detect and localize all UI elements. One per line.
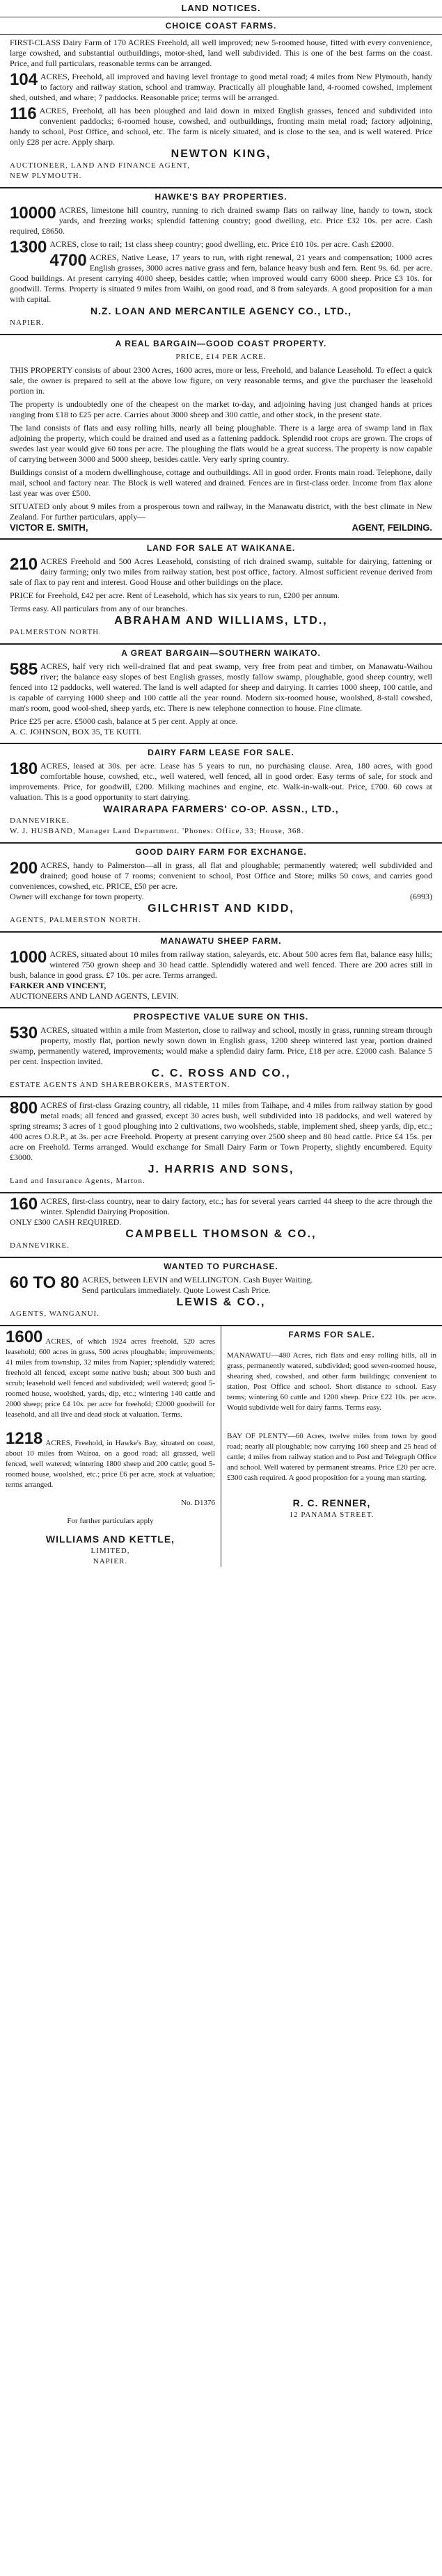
agent-location: AGENT, FEILDING. — [352, 522, 432, 533]
agent-signature — [10, 522, 432, 533]
ad-text: ACRES, between LEVIN and WELLINGTON. Cash Buyer Waiting. — [81, 1275, 313, 1285]
ad-text: ACRES, close to rail; 1st class sheep country; good dwelling, etc. Price £10 10s. per acre. Cash £2000. — [49, 239, 394, 249]
ad-wanted — [0, 1275, 442, 1319]
acres-figure: 60 TO 80 — [10, 1273, 79, 1292]
ad-text: ACRES, Freehold, all improved and having level frontage to good metal road; 4 miles from New Plymouth, handy to factory and railway station, school and tramway. Practically all ploughable land, 4-roomed cowshed, implement shed, outshed, and whare; 7 paddocks. Reasonable price; terms will be arranged. — [10, 72, 432, 102]
ad-text: ACRES, half very rich well-drained flat and peat swamp, very free from peat and timber, on Manawatu-Waihou river; the balance easy slopes of best English grasses, mostly fallow swamp, ploughable, good sheep country, well fenced into 12 paddocks, well watered. The land is well adapted for sheep and dairying. It carries 1000 sheep, 100 cattle, and is capable of carrying 1000 sheep and 100 cattle all the year round. Modern six-roomed house, woolshed, 8-stall cowshed, man's room, good wool-shed, sheep yards, etc. There is new telephone connection to house. Fine climate. — [10, 661, 432, 713]
agent-location: Land and Insurance Agents, Marton. — [10, 1177, 145, 1185]
ad-choice-coast — [0, 35, 442, 182]
agent-location: AGENTS, PALMERSTON NORTH. — [10, 916, 141, 924]
ad-waikanae — [0, 556, 442, 638]
agent-location: NAPIER. — [93, 1557, 128, 1565]
final-two-columns — [0, 1326, 442, 1567]
agent-location: NAPIER. — [10, 319, 45, 327]
ad-text: For further particulars apply — [67, 1517, 154, 1525]
ad-grazing — [0, 1097, 442, 1186]
agent-location: AGENTS, WANGANUI. — [10, 1310, 100, 1318]
ad-reference: No. D1376 — [181, 1499, 215, 1507]
ad-hawkes-bay — [0, 205, 442, 328]
page-title: LAND NOTICES. — [0, 0, 442, 17]
section-title-manawatu: MANAWATU SHEEP FARM. — [160, 936, 282, 946]
agent-name: VICTOR E. SMITH, — [10, 522, 88, 533]
agent-name: FARKER AND VINCENT, — [10, 981, 106, 990]
ad-text: Buildings consist of a modern dwellinghouse, cottage and outbuildings. All in good order. Fronts main road. Telephone, daily mail, school and factory near. The Block is well watered and drained. Fences are in first-class order. Income from flax alone last year was over £500. — [10, 467, 432, 498]
agent-name: C. C. ROSS AND CO., — [151, 1068, 291, 1079]
agent-name: WAIRARAPA FARMERS' CO-OP. ASSN., LTD., — [103, 803, 339, 814]
section-title-choice: CHOICE COAST FARMS. — [165, 21, 277, 31]
agent-name: GILCHRIST AND KIDD, — [148, 903, 294, 915]
section-title-waikato: A GREAT BARGAIN—SOUTHERN WAIKATO. — [121, 648, 321, 658]
agent-name: J. HARRIS AND SONS, — [148, 1164, 294, 1175]
ad-text: The land consists of flats and easy rolling hills, nearly all being ploughable. There is a large area of swamp land in flax adjoining the property, which could be drained and used as a fattening paddock. Splendid root crops are grown. The crops of swedes last year would give 60 tons per acre. The ploughing the flats would be a great success. The property is now capable of carrying between 3000 and 5000 sheep, besides cattle. Very early spring country. — [10, 423, 432, 464]
acres-figure: 800 — [10, 1099, 38, 1118]
acres-figure: 116 — [10, 104, 37, 123]
ad-text: Price £25 per acre. £5000 cash, balance at 5 per cent. Apply at once. — [10, 716, 238, 726]
agent-name: WILLIAMS AND KETTLE, — [45, 1533, 175, 1545]
section-title-farms-for-sale: FARMS FOR SALE. — [288, 1330, 375, 1339]
ad-williams-kettle — [0, 1326, 221, 1567]
ad-dannevirke — [0, 1193, 442, 1251]
acres-figure: 1218 — [6, 1429, 43, 1448]
agent-subtitle: LIMITED, — [90, 1547, 130, 1555]
acres-figure: 4700 — [49, 251, 87, 270]
ad-text: PRICE for Freehold, £42 per acre. Rent of Leasehold, which has six years to run, £200 per annum. — [10, 590, 340, 600]
acres-figure: 160 — [10, 1195, 38, 1214]
acres-figure: 104 — [10, 70, 38, 89]
acres-figure: 180 — [10, 759, 38, 778]
ad-prospective — [0, 1025, 442, 1090]
agent-location: 12 PANAMA STREET. — [289, 1511, 374, 1519]
acres-figure: 585 — [10, 660, 38, 679]
ad-real-bargain — [0, 362, 442, 533]
agent-location: DANNEVIRKE. — [10, 1241, 70, 1250]
ad-text: ACRES, handy to Palmerston—all in grass, all flat and ploughable; permanently watered; well subdivided and drained; good house of 7 rooms; convenient to school, Post Office and Store; milks 50 cows, and carries good conveniences, cowshed, etc. PRICE, £50 per acre. — [10, 860, 432, 891]
ad-exchange — [0, 860, 442, 926]
ad-reference: (6993) — [410, 892, 432, 901]
ad-text: ACRES, situated about 10 miles from railway station, saleyards, etc. About 500 acres fern flat, balance easy hills; wintered 750 grown sheep and 30 head cattle. Splendidly watered and well fenced. There are 200 acres still in bush, balance in good grass. £7 10s. per acre. Terms arranged. — [10, 949, 432, 980]
section-title-dairy-lease: DAIRY FARM LEASE FOR SALE. — [148, 748, 294, 757]
agent-name: A. C. JOHNSON, BOX 35, TE KUITI. — [10, 727, 141, 736]
agent-name: LEWIS & CO., — [176, 1296, 266, 1308]
ad-text: THIS PROPERTY consists of about 2300 Acres, 1600 acres, more or less, Freehold, and balance Leasehold. To effect a quick sale, the owner is prepared to sell at the above low figure, on very reasonable terms, and give the purchaser the leasehold portion in. — [10, 365, 432, 396]
agent-location: NEW PLYMOUTH. — [10, 172, 82, 180]
agent-location: AUCTIONEERS AND LAND AGENTS, LEVIN. — [10, 991, 179, 1001]
ad-text: Terms easy. All particulars from any of our branches. — [10, 604, 187, 613]
section-title-wanted: WANTED TO PURCHASE. — [164, 1262, 278, 1271]
acres-figure: 1000 — [10, 948, 47, 967]
section-title-exchange: GOOD DAIRY FARM FOR EXCHANGE. — [135, 847, 307, 857]
agent-name: N.Z. LOAN AND MERCANTILE AGENCY CO., LTD., — [90, 305, 352, 316]
acres-figure: 1600 — [6, 1328, 43, 1346]
ad-text: Send particulars immediately. Quote Lowest Cash Price. — [81, 1285, 271, 1295]
ad-text: ACRES, limestone hill country, running to rich drained swamp flats on railway line, handy to town, stock yards, and freezing works; splendid fattening country; good dwelling, etc. Price £32 10s. per acre. Cash required, £8650. — [10, 205, 432, 236]
section-title-hawkes-bay: HAWKE'S BAY PROPERTIES. — [155, 192, 287, 202]
section-title-waikanae: LAND FOR SALE AT WAIKANAE. — [146, 543, 296, 553]
ad-text: ACRES, leased at 30s. per acre. Lease has 5 years to run, no purchasing clause. Area, 180 acres, with good comfortable house, cowshed, etc., well watered, well fenced, all in good order. Easy terms of sale, for stock and improvements. Price, for goodwill, £200. Milking machines and engine, etc. Walk-in-walk-out. Price, £700. 60 cows at valuation. This is a good opportunity to start dairying. — [10, 761, 432, 802]
ad-waikato — [0, 661, 442, 737]
ad-text: FIRST-CLASS Dairy Farm of 170 ACRES Freehold, all well improved; new 5-roomed house, fitted with every convenience, large cowshed, and substantial outbuildings, motor-shed, land well subdivided. This is one of the best farms on the coast. Price, and full particulars, reasonable terms can be arranged. — [10, 38, 432, 68]
agent-subtitle: AUCTIONEER, LAND AND FINANCE AGENT, — [10, 161, 191, 170]
ad-text: SITUATED only about 9 miles from a prosperous town and railway, in the Manawatu district, with the best climate in New Zealand. For further particulars, apply— — [10, 501, 432, 522]
ad-text: ACRES, Freehold, all has been ploughed and laid down in mixed English grasses, fenced and subdivided into convenient paddocks; 6-roomed house, cowshed, and outbuildings, fronting main metal road; factory adjoining, handy to school, Post Office, and school, etc. The farm is nicely situated, and is close to the sea, and is well watered. Price only £28 per acre. Apply sharp. — [10, 106, 432, 147]
ad-text: ACRES, Native Lease, 17 years to run, with right renewal, 21 years and compensation; 1000 acres English grasses, 3000 acres native grass and fern, balance heavy bush and fern. Rent 9s. 6d. per acre. Good buildings. At present carrying 4000 sheep, besides cattle; when improved would carry 6000 sheep. Price £3 10s. for goodwill. Terms. Property is situated 9 miles from Waihi, on good road, and 8 from saleyards. A good proposition for a man with capital. — [10, 252, 432, 304]
agent-name: ABRAHAM AND WILLIAMS, LTD., — [114, 615, 328, 627]
acres-figure: 200 — [10, 859, 38, 878]
ad-text: ACRES, of which 1924 acres freehold, 520 acres leasehold; 600 acres in grass, 500 acres ploughable; improvements; 41 miles from township, 32 miles from Napier; splendidly watered; freehold all fenced, except some native bush; about 300 bush and scrub; leasehold well fenced and subdivided; well watered; good 5-roomed house, woolshed, yards, dip, etc.; wintering 140 cattle and 2000 sheep; price £4 10s. per acre for freehold; £2000 goodwill for leasehold, and all live and dead stock at valuation. Terms. — [6, 1337, 215, 1419]
ad-manawatu — [0, 949, 442, 1001]
ad-text: ONLY £300 CASH REQUIRED. — [10, 1217, 122, 1227]
agent-location: ESTATE AGENTS AND SHAREBROKERS, MASTERTON. — [10, 1081, 230, 1089]
agent-name: NEWTON KING, — [171, 148, 271, 160]
ad-text: BAY OF PLENTY—60 Acres, twelve miles from town by good road; nearly all ploughable; now carrying 160 sheep and 25 head of cattle; 4 miles from railway station and to Post and Telegraph Office and school. Well watered by permanent streams. Price £20 per acre. £300 cash required. A good proposition for a young man starting. — [227, 1432, 436, 1482]
ad-text: Owner will exchange for town property. — [10, 892, 144, 901]
ad-renner — [221, 1326, 442, 1567]
acres-figure: 10000 — [10, 204, 56, 223]
section-title-bargain: A REAL BARGAIN—GOOD COAST PROPERTY. — [115, 339, 327, 348]
agent-name: CAMPBELL THOMSON & CO., — [125, 1228, 317, 1240]
ad-dairy-lease — [0, 761, 442, 837]
ad-text: ACRES, first-class country, near to dairy factory, etc.; has for several years carried 44 sheep to the acre through the winter. Splendid Dairying Proposition. — [40, 1196, 432, 1216]
agent-location: DANNEVIRKE. — [10, 816, 70, 825]
agent-name: R. C. RENNER, — [292, 1497, 371, 1508]
agent-location: PALMERSTON NORTH. — [10, 628, 102, 636]
acres-figure: 530 — [10, 1024, 38, 1043]
acres-figure: 1300 — [10, 238, 47, 257]
section-subtitle: PRICE, £14 PER ACRE. — [175, 353, 267, 361]
ad-text: ACRES, Freehold, in Hawke's Bay, situated on coast, about 10 miles from Wairoa, on a good road; all grassed, well fenced, well watered; wintering 1800 sheep and 200 cattle; good 5-roomed house, woolshed, etc.; price £6 per acre, stock at valuation; terms arranged. — [6, 1439, 215, 1489]
ad-text: ACRES of first-class Grazing country, all ridable, 11 miles from Taihape, and 4 miles from railway station by good metal roads; all fenced and grassed, except 30 acres bush, well subdivided into 18 paddocks, and well watered by spring streams; 3 acres of 1 good ploughing into 2 cultivations, two woolsheds, stable, implement shed, sheep yards, dip, etc.; 400 acres O.R.P., at 3s. per acre Freehold. Property at present carrying over 2500 sheep and 80 head cattle. Price £4 15s. per acre on Freehold. Terms arranged. Would exchange for Small Dairy Farm or Town Property, slightly encumbered. Equity £3000. — [10, 1100, 432, 1162]
ad-text: ACRES, situated within a mile from Masterton, close to railway and school, mostly in grass, running stream through property, mostly flat, portion newly sown down in English grass, 1200 sheep wintered last year, portion drained swamp, permanently watered, improvements; would make a splendid dairy farm. Price, £18 per acre. £2000 cash. Balance 5 per cent. Inspection invited. — [10, 1025, 432, 1066]
agent-contact: W. J. HUSBAND, Manager Land Department. 'Phones: Office, 33; House, 368. — [10, 827, 304, 835]
ad-text: MANAWATU—480 Acres, rich flats and easy rolling hills, all in grass, permanently watered, subdivided; good seven-roomed house, shearing shed, cowshed, and other farm buildings; convenient to station, Post Office and school. Short distance to school. Easy terms; wintering 60 cattle and 1200 sheep. Price £22 10s. per acre. Would subdivide well for dairy farms. Terms easy. — [227, 1351, 436, 1412]
ad-text: The property is undoubtedly one of the cheapest on the market to-day, and adjoining having just changed hands at prices ranging from £18 to £25 per acre. Carries about 3000 sheep and 300 cattle, and other stock, in the present state. — [10, 399, 432, 419]
acres-figure: 210 — [10, 555, 38, 574]
ad-text: ACRES Freehold and 500 Acres Leasehold, consisting of rich drained swamp, suitable for dairying, fattening or dairy farming; only two miles from railway station, best post office, factory. Almost sufficient revenue derived from sale of flax to pay rent and interest. Good House and other buildings on the place. — [10, 556, 432, 587]
section-title-prospective: PROSPECTIVE VALUE SURE ON THIS. — [133, 1012, 309, 1022]
